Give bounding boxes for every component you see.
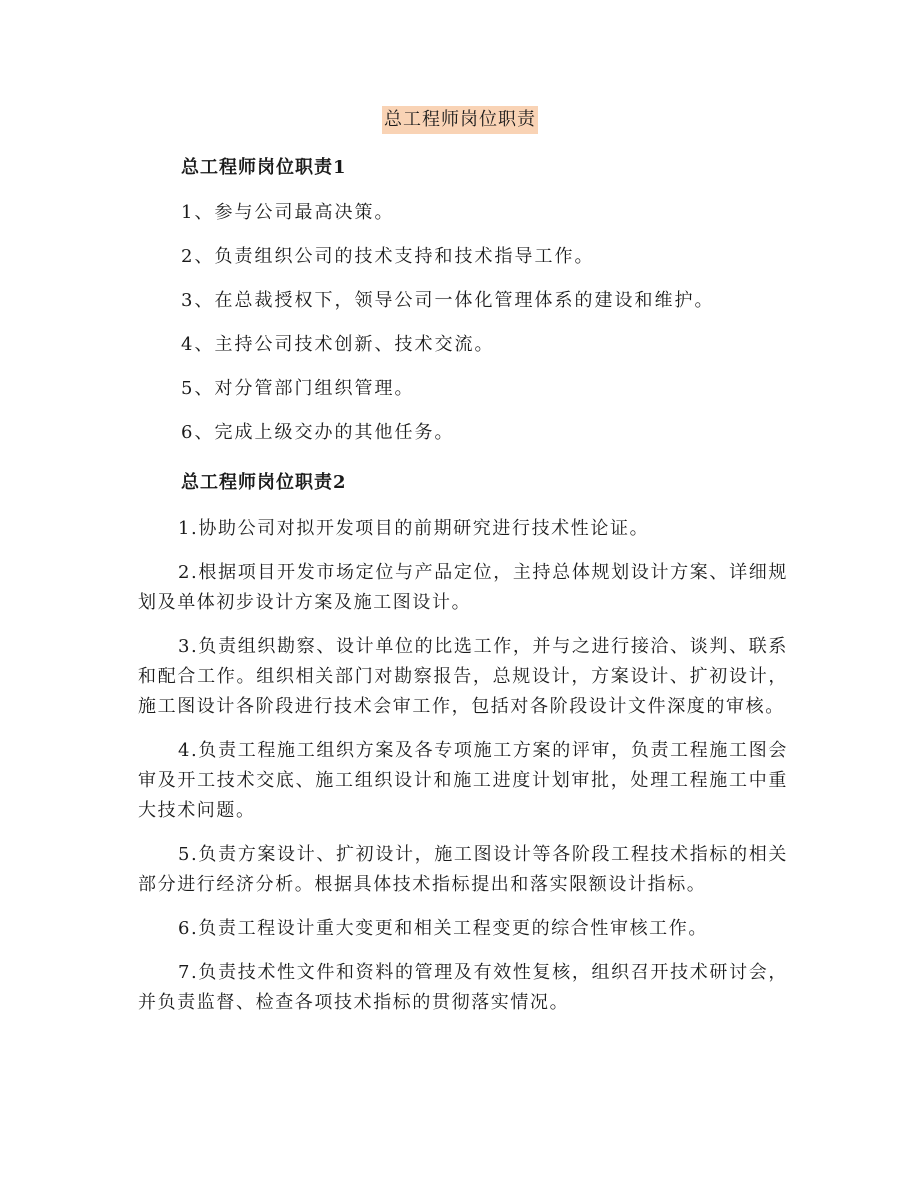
section1-heading: 总工程师岗位职责1: [181, 157, 347, 178]
section2-paragraph: 2.根据项目开发市场定位与产品定位，主持总体规划设计方案、详细规划及单体初步设计方案及施工图设计。: [138, 562, 788, 613]
section1-item: 6、完成上级交办的其他任务。: [181, 422, 455, 443]
section2-paragraph: 4.负责工程施工组织方案及各专项施工方案的评审，负责工程施工图会审及开工技术交底、施工组织设计和施工进度计划审批，处理工程施工中重大技术问题。: [138, 740, 788, 821]
section1-item: 1、参与公司最高决策。: [181, 202, 395, 223]
title-wrapper: [0, 106, 920, 134]
section1-item: 5、对分管部门组织管理。: [181, 378, 415, 399]
section2-paragraph: 1.协助公司对拟开发项目的前期研究进行技术性论证。: [178, 518, 650, 539]
section2-paragraph: 5.负责方案设计、扩初设计，施工图设计等各阶段工程技术指标的相关部分进行经济分析。根据具体技术指标提出和落实限额设计指标。: [138, 844, 788, 895]
section2-paragraph: 3.负责组织勘察、设计单位的比选工作，并与之进行接洽、谈判、联系和配合工作。组织相关部门对勘察报告，总规设计，方案设计、扩初设计，施工图设计各阶段进行技术会审工作，包括对各阶段设计文件深度的审核。: [138, 636, 788, 717]
section1-item: 4、主持公司技术创新、技术交流。: [181, 334, 495, 355]
section2-heading: 总工程师岗位职责2: [181, 472, 347, 493]
section2-paragraph: 6.负责工程设计重大变更和相关工程变更的综合性审核工作。: [178, 918, 708, 939]
document-body: [138, 154, 788, 1032]
section1-item: 2、负责组织公司的技术支持和技术指导工作。: [181, 246, 595, 267]
section1-item: 3、在总裁授权下，领导公司一体化管理体系的建设和维护。: [181, 290, 715, 311]
section2-paragraph: 7.负责技术性文件和资料的管理及有效性复核，组织召开技术研讨会，并负责监督、检查各项技术指标的贯彻落实情况。: [138, 962, 788, 1013]
page-title: 总工程师岗位职责: [382, 106, 538, 134]
